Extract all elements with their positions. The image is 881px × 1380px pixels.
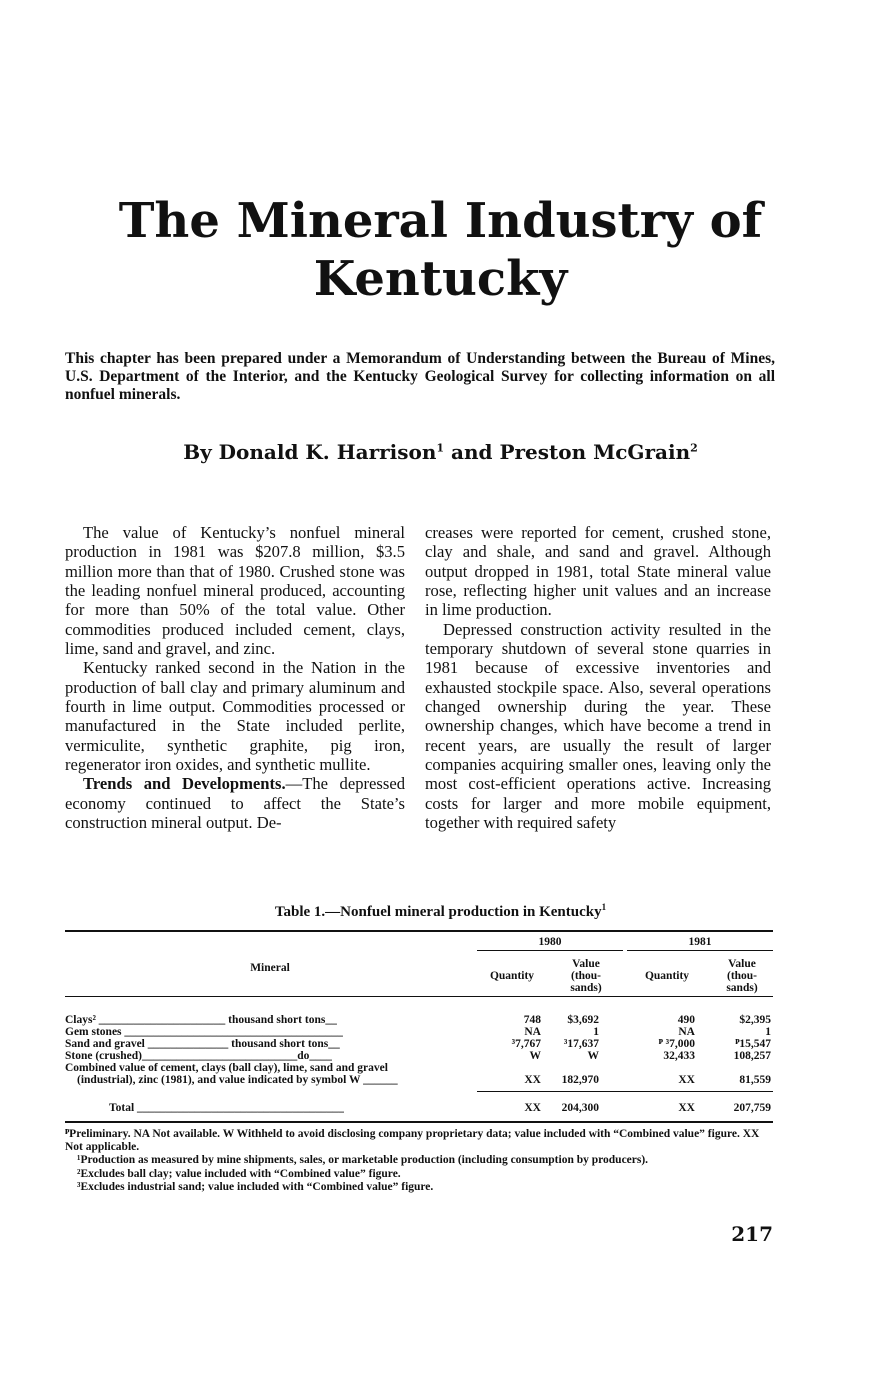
quantity-header-1980: Quantity [489,970,535,982]
paragraph-2: Kentucky ranked second in the Nation in the production of ball clay and primary aluminum and fourth in lime output. Commodities processed or manufactured in the State included perlite, vermiculite, synthetic graphite, pig iron, regenerator iron oxides, and synthetic mullite. [65,658,405,775]
paragraph-3-continued-text: creases were reported for cement, crushed stone, clay and shale, and sand and gravel. Although output dropped in 1981, total State mineral value rose, reflecting higher unit values and an increase in lime production. [425,523,771,620]
table-caption [0,902,881,921]
table-row [65,1074,773,1087]
cell-quantity-1981: XX [678,1074,695,1086]
year-rule-1980 [477,950,623,951]
row-label: Stone (crushed)___________________________do____ [65,1050,333,1062]
table-caption-footnote: 1 [601,902,607,912]
byline-author-1: By Donald K. Harrison [183,440,437,464]
total-rule [477,1091,773,1092]
table-row-total [65,1102,773,1115]
mineral-column-header: Mineral [250,962,290,974]
cell-value-1980: 182,970 [561,1074,599,1086]
cell-value-1980: W [587,1050,599,1062]
row-label: Sand and gravel ______________ thousand short tons__ [65,1038,340,1050]
cell-value-1981: $2,395 [739,1014,771,1026]
cell-quantity-1981: 32,433 [663,1050,695,1062]
year-header-1981: 1981 [688,936,712,948]
footnote-1: ¹Production as measured by mine shipments, sales, or marketable production (including consumption by producers). [77,1154,649,1167]
cell-quantity-1981: ᴾ ³7,000 [658,1038,695,1050]
footnote-preliminary: ᴾPreliminary. NA Not available. W Withheld to avoid disclosing company proprietary data; value included with “Combined value” figure. XX Not applicable. [65,1128,760,1154]
table-footnotes [65,1128,775,1194]
cell-value-1981: 207,759 [733,1102,771,1114]
chapter-title-line-2: Kentucky [313,251,568,307]
paragraph-4: Depressed construction activity resulted in the temporary shutdown of several stone quarries in 1981 because of excessive inventories and exhausted stockpile space. Also, several operations changed ownership during the year. These ownership changes, which have become a trend in recent years, are usually the result of larger companies acquiring smaller ones, leaving only the most cost-efficient operations active. Increasing costs for larger and more mobile equipment, together with required safety [425,619,771,833]
byline [0,440,881,464]
row-label: Combined value of cement, clays (ball clay), lime, sand and gravel [65,1062,388,1074]
row-label: Gem stones ______________________________________ [65,1026,343,1038]
cell-quantity-1981: 490 [677,1014,695,1026]
cell-value-1980: 204,300 [561,1102,599,1114]
footnote-2: ²Excludes ball clay; value included with “Combined value” figure. [77,1167,401,1180]
cell-value-1981: 81,559 [739,1074,771,1086]
cell-value-1981: 1 [765,1026,771,1038]
value-header-line-1: Value [728,958,756,970]
paragraph-3-text: —The depressed economy continued to affect the State’s construction mineral output. De- [65,774,405,833]
text-column-right [425,523,771,833]
paragraph-3-continued [425,523,771,620]
footnote-3: ³Excludes industrial sand; value included with “Combined value” figure. [77,1180,434,1193]
table-caption-text: Table 1.—Nonfuel mineral production in Kentucky [274,904,602,920]
cell-quantity-1981: XX [678,1102,695,1114]
chapter-title [0,192,881,308]
row-label-total: Total ____________________________________ [109,1102,345,1114]
value-header-line-2: (thou- [570,970,602,982]
byline-author-2: and Preston McGrain [444,440,691,464]
cell-quantity-1980: NA [524,1026,541,1038]
cell-quantity-1981: NA [678,1026,695,1038]
cell-quantity-1980: W [529,1050,541,1062]
row-label: (industrial), zinc (1981), and value indicated by symbol W ______ [77,1074,398,1086]
value-header-line-3: sands) [726,982,758,994]
chapter-title-line-1: The Mineral Industry of [118,193,763,249]
year-header-1980: 1980 [538,936,562,948]
cell-value-1980: $3,692 [567,1014,599,1026]
cell-value-1980: 1 [593,1026,599,1038]
cell-quantity-1980: ³7,767 [511,1038,541,1050]
page-number: 217 [731,1222,773,1246]
row-label: Clays² ______________________ thousand short tons__ [65,1014,337,1026]
footnote-marker-2: 2 [690,441,698,455]
cell-quantity-1980: XX [524,1074,541,1086]
table-top-rule [65,930,773,932]
year-rule-1981 [627,950,773,951]
value-header-1980 [551,958,621,994]
value-header-1981 [707,958,777,994]
value-header-line-3: sands) [570,982,602,994]
table-bottom-rule [65,1121,773,1123]
text-column-left [65,523,405,833]
table-header-rule [65,996,773,997]
paragraph-1: The value of Kentucky’s nonfuel mineral production in 1981 was $207.8 million, $3.5 million more than that of 1980. Crushed stone was the leading nonfuel mineral produced, accounting for more than 50% of the total value. Other commodities produced included cement, clays, lime, sand and gravel, and zinc. [65,523,405,659]
cell-quantity-1980: 748 [523,1014,541,1026]
quantity-header-1981: Quantity [644,970,690,982]
value-header-line-1: Value [572,958,600,970]
intro-statement: This chapter has been prepared under a Memorandum of Understanding between the Bureau of Mines, U.S. Department of the Interior, and the Kentucky Geological Survey for collecting information on all nonfuel minerals. [65,350,775,403]
section-heading-trends: Trends and Developments. [83,774,286,794]
paragraph-3 [65,774,405,832]
cell-value-1981: 108,257 [733,1050,771,1062]
cell-value-1981: ᴾ15,547 [735,1038,771,1050]
cell-value-1980: ³17,637 [563,1038,599,1050]
cell-quantity-1980: XX [524,1102,541,1114]
value-header-line-2: (thou- [726,970,758,982]
footnote-marker-1: 1 [436,441,445,455]
